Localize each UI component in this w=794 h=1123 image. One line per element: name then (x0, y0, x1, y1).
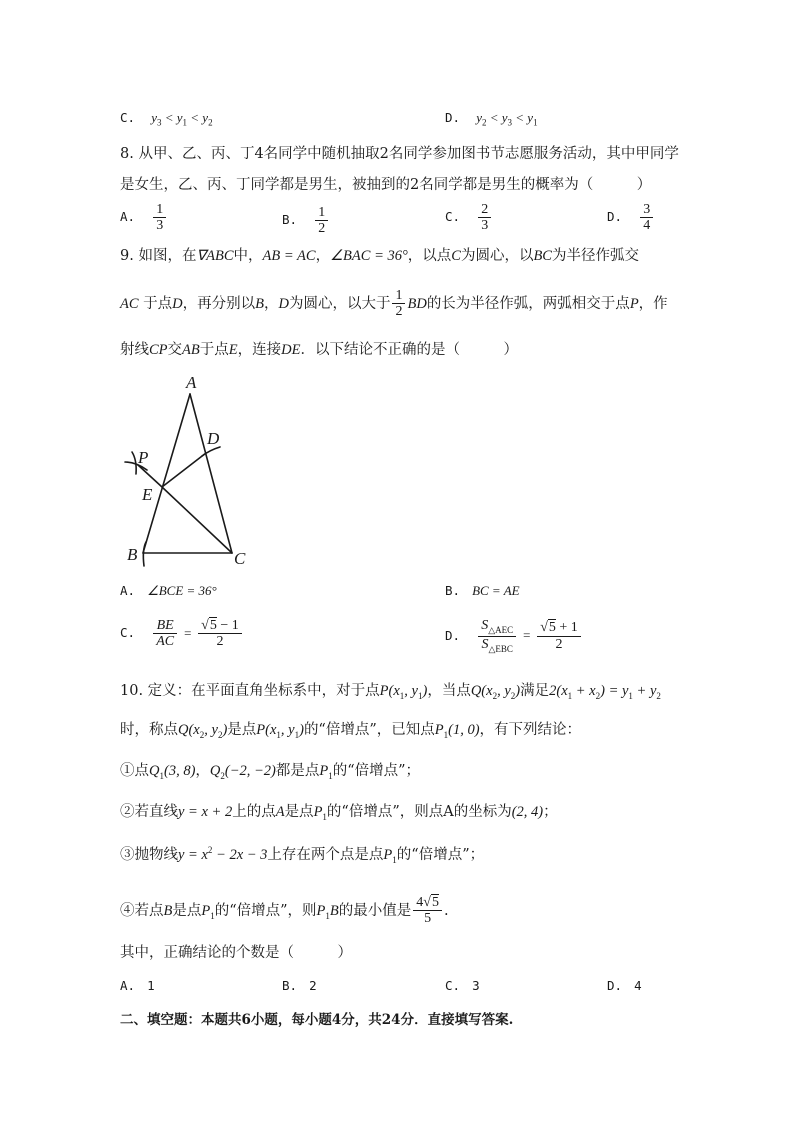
triangle-figure (110, 370, 270, 570)
q8-option-d: D. $\frac{3}{4}$ (607, 202, 655, 234)
q10-option-a: A. 1 (120, 978, 155, 993)
q9-line-1: 9. 如图，在∇ABC中，AB = AC，∠BAC = 36°，以点C为圆心，以BC为半径作弧交 (120, 248, 639, 264)
q10-option-b: B. 2 (282, 978, 317, 993)
q10-statement-3: ③抛物线$y = x^2 - 2x - 3$上存在两个点是点$P_1$的“倍增点”； (120, 845, 485, 865)
q9-option-b: B. BC = AE (445, 583, 520, 598)
q9-line-3: 射线CP交AB于点E，连接DE．以下结论不正确的是（ ） (120, 342, 518, 358)
q8-line-2: 是女生，乙、丙、丁同学都是男生，被抽到的2名同学都是男生的概率为（ ） (120, 177, 652, 193)
ray-cp (138, 465, 162, 487)
q9-option-c: C. $\frac{BE}{AC}$ = $\frac{√5 - 1}{2}$ (120, 618, 244, 650)
side-ab (143, 394, 190, 553)
label-a: A (186, 373, 197, 392)
q7-option-d: D. $y_2 < y_3 < y_1$ (445, 110, 538, 128)
segment-de (162, 453, 206, 487)
section-heading: 二、填空题：本题共6小题，每小题4分，共24分．直接填写答案. (120, 1012, 514, 1028)
option-label: C. (120, 110, 136, 125)
q10-conclusion: 其中，正确结论的个数是（ ） (120, 945, 352, 961)
q10-option-d: D. 4 (607, 978, 642, 993)
q10-statement-2: ②若直线y = x + 2上的点A是点$P_1$的“倍增点”，则点A的坐标为(2, 4)； (120, 804, 558, 822)
segment-ce (162, 487, 232, 553)
option-label: D. (445, 110, 461, 125)
q8-option-b: B. $\frac{1}{2}$ (282, 205, 330, 237)
label-d: D (207, 429, 220, 448)
q10-line-2: 时，称点$Q(x_2$, $y_2$)是点$P(x_1$, $y_1$)的“倍增点”，已知点$P_1(1$, 0)，有下列结论： (120, 722, 582, 740)
label-b: B (127, 545, 138, 564)
q10-line-1: 10. 定义：在平面直角坐标系中，对于点$P(x_1$, $y_1$)，当点$Q(x_2$, $y_2$)满足$2(x_1 + x_2) = y_1 + y_2$ (120, 683, 661, 701)
q8-option-c: C. $\frac{2}{3}$ (445, 202, 493, 234)
label-e: E (142, 485, 153, 504)
label-c: C (234, 549, 246, 568)
q9-line-2: AC 于点D，再分别以B，D为圆心，以大于 $\frac{1}{2}$ BD的长为半径作弧，两弧相交于点P，作 (120, 288, 668, 320)
q8-line-1: 8. 从甲、乙、丙、丁4名同学中随机抽取2名同学参加图书节志愿服务活动，其中甲同学 (120, 146, 679, 162)
q8-option-a: A. $\frac{1}{3}$ (120, 202, 168, 234)
side-ac (190, 394, 232, 553)
q9-option-d: D. $\frac{S_{\triangle AEC}}{S_{\triangle EBC}}$ = $\frac{√5 + 1}{2}$ (445, 618, 583, 654)
label-p: P (138, 448, 149, 467)
q10-statement-4: ④若点B是点$P_1$的“倍增点”，则$P_1B$的最小值是 $\frac{4√5}{5}$ . (120, 895, 449, 927)
q10-statement-1: ①点$Q_1(3$, 8)，$Q_2(-2$, −2)都是点$P_1$的“倍增点”； (120, 763, 421, 781)
q7-option-c: C. $y_3 < y_1 < y_2$ (120, 110, 213, 128)
q9-option-a: A. ∠BCE = 36° (120, 583, 217, 598)
q10-option-c: C. 3 (445, 978, 480, 993)
